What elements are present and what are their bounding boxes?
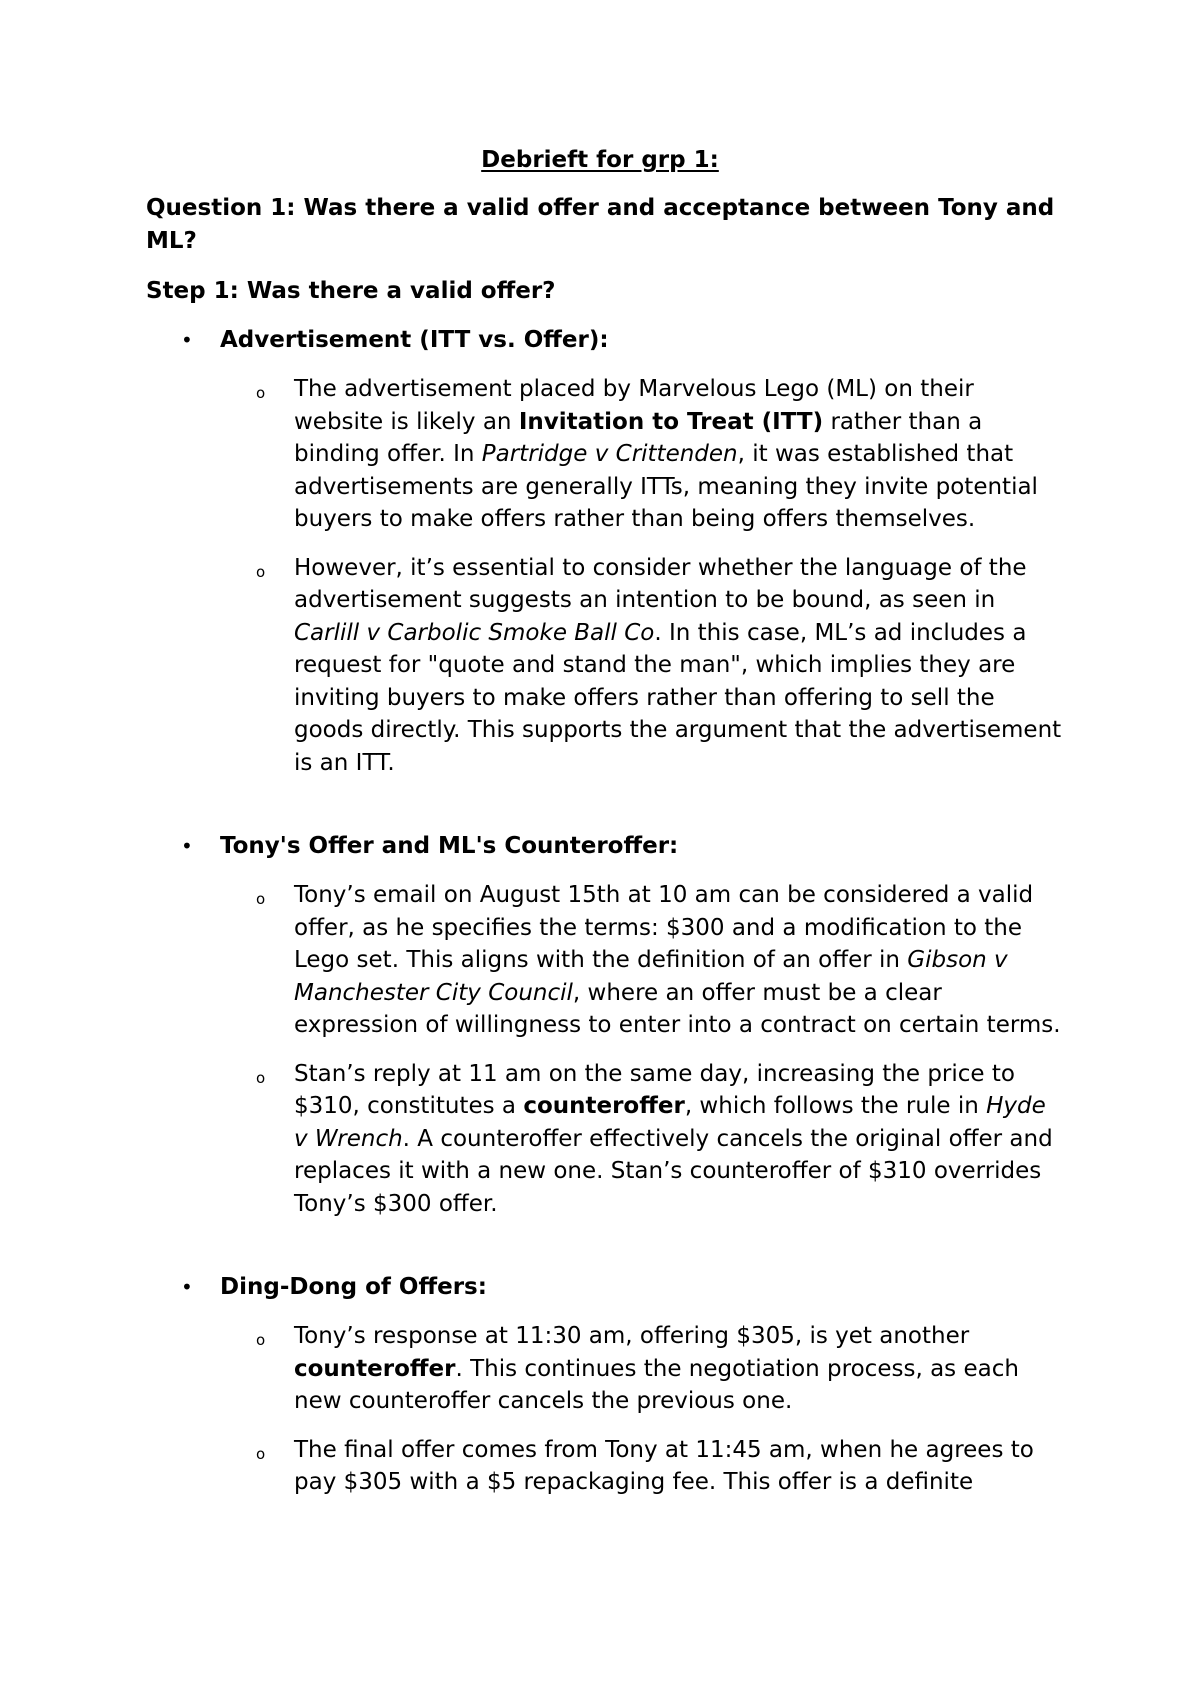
bullet-icon: •: [181, 1275, 193, 1299]
text-run: . This continues the negotiation process, as each new counteroffer cancels the previous one.: [294, 1355, 1019, 1414]
case-name: Carlill v Carbolic Smoke Ball Co: [294, 619, 655, 646]
section-ding-dong: [0, 1271, 1200, 1499]
sub-bullet-item: [0, 1320, 1200, 1418]
case-name: Hyde v Wrench: [294, 1093, 1046, 1152]
bold-term: counteroffer: [294, 1355, 456, 1382]
sub-bullet-icon: o: [256, 1444, 266, 1463]
case-name: Gibson v Manchester City Council: [294, 947, 1008, 1006]
sub-bullet-item: [0, 552, 1200, 780]
sub-bullet-icon: o: [256, 890, 266, 908]
sub-bullet-icon: o: [256, 562, 266, 581]
sub-bullet-item: [0, 1058, 1200, 1221]
question-heading: Question 1: Was there a valid offer and acceptance between Tony and ML?: [146, 195, 1055, 254]
bullet-icon: •: [181, 834, 193, 858]
bullet-item: [0, 324, 1200, 357]
sub-bullet-text: [294, 879, 1064, 1042]
text-run: Tony’s email on August 15th at 10 am can be considered a valid offer, as he specifies the terms: $300 and a modification to the Lego set. This aligns with the definition of an offer in: [294, 882, 1034, 973]
text-run: Stan’s reply at 11 am on the same day, increasing the price to $310, constitutes a: [294, 1060, 1015, 1119]
document-title: [0, 144, 1200, 176]
bold-term: counteroffer: [523, 1093, 685, 1119]
text-run: The advertisement placed by Marvelous Lego (ML) on their website is likely an: [294, 376, 974, 435]
sub-bullet-item: [0, 879, 1200, 1042]
step-heading: Step 1: Was there a valid offer?: [146, 278, 556, 304]
text-run: , which follows the rule in: [684, 1093, 987, 1119]
text-run: rather than a binding offer. In: [294, 408, 983, 467]
text-run: Tony’s response at 11:30 am, offering $305, is yet another: [294, 1323, 970, 1349]
sub-bullet-icon: o: [256, 1331, 266, 1349]
text-run: . In this case, ML’s ad includes a request for "quote and stand the man", which implies they are inviting buyers to make offers rather than offering to sell the goods directly. This supports the argument that the advertisement is an ITT.: [294, 619, 1062, 776]
bullet-heading: Ding-Dong of Offers:: [220, 1274, 487, 1300]
section-tony-offer: [0, 830, 1200, 1220]
sub-bullet-item: [0, 373, 1200, 536]
text-run: . A counteroffer effectively cancels the original offer and replaces it with a new one. Stan’s counteroffer of $310 overrides Tony’s $300 offer.: [294, 1125, 1053, 1217]
sub-bullet-text: [294, 1434, 1064, 1499]
bullet-heading: Tony's Offer and ML's Counteroffer:: [220, 833, 679, 859]
sub-bullet-item: [0, 1434, 1200, 1499]
bullet-icon: •: [181, 328, 193, 352]
text-run: However, it’s essential to consider whether the language of the advertisement suggests an intention to be bound, as seen in: [294, 554, 1027, 613]
bullet-item: [0, 830, 1200, 863]
text-run: The final offer comes from Tony at 11:45 am, when he agrees to pay $305 with a $5 repackaging fee. This offer is a definite: [294, 1436, 1034, 1495]
case-name: Partridge v Crittenden: [481, 441, 738, 467]
sub-bullet-text: [294, 1058, 1064, 1221]
sub-bullet-text: [294, 1320, 1064, 1418]
bullet-item: [0, 1271, 1200, 1304]
document-title-text: Debrieft for grp 1:: [481, 147, 719, 173]
sub-bullet-text: [294, 552, 1064, 780]
sub-bullet-text: [294, 373, 1064, 536]
sub-bullet-icon: o: [256, 384, 266, 402]
bold-term: Invitation to Treat (ITT): [518, 408, 824, 435]
bullet-heading: Advertisement (ITT vs. Offer):: [220, 327, 609, 353]
sub-bullet-icon: o: [256, 1068, 266, 1087]
text-run: , it was established that advertisements are generally ITTs, meaning they invite potential buyers to make offers rather than being offers themselves.: [294, 441, 1038, 532]
section-advertisement: [0, 324, 1200, 779]
text-run: , where an offer must be a clear expression of willingness to enter into a contract on certain terms.: [294, 979, 1061, 1038]
